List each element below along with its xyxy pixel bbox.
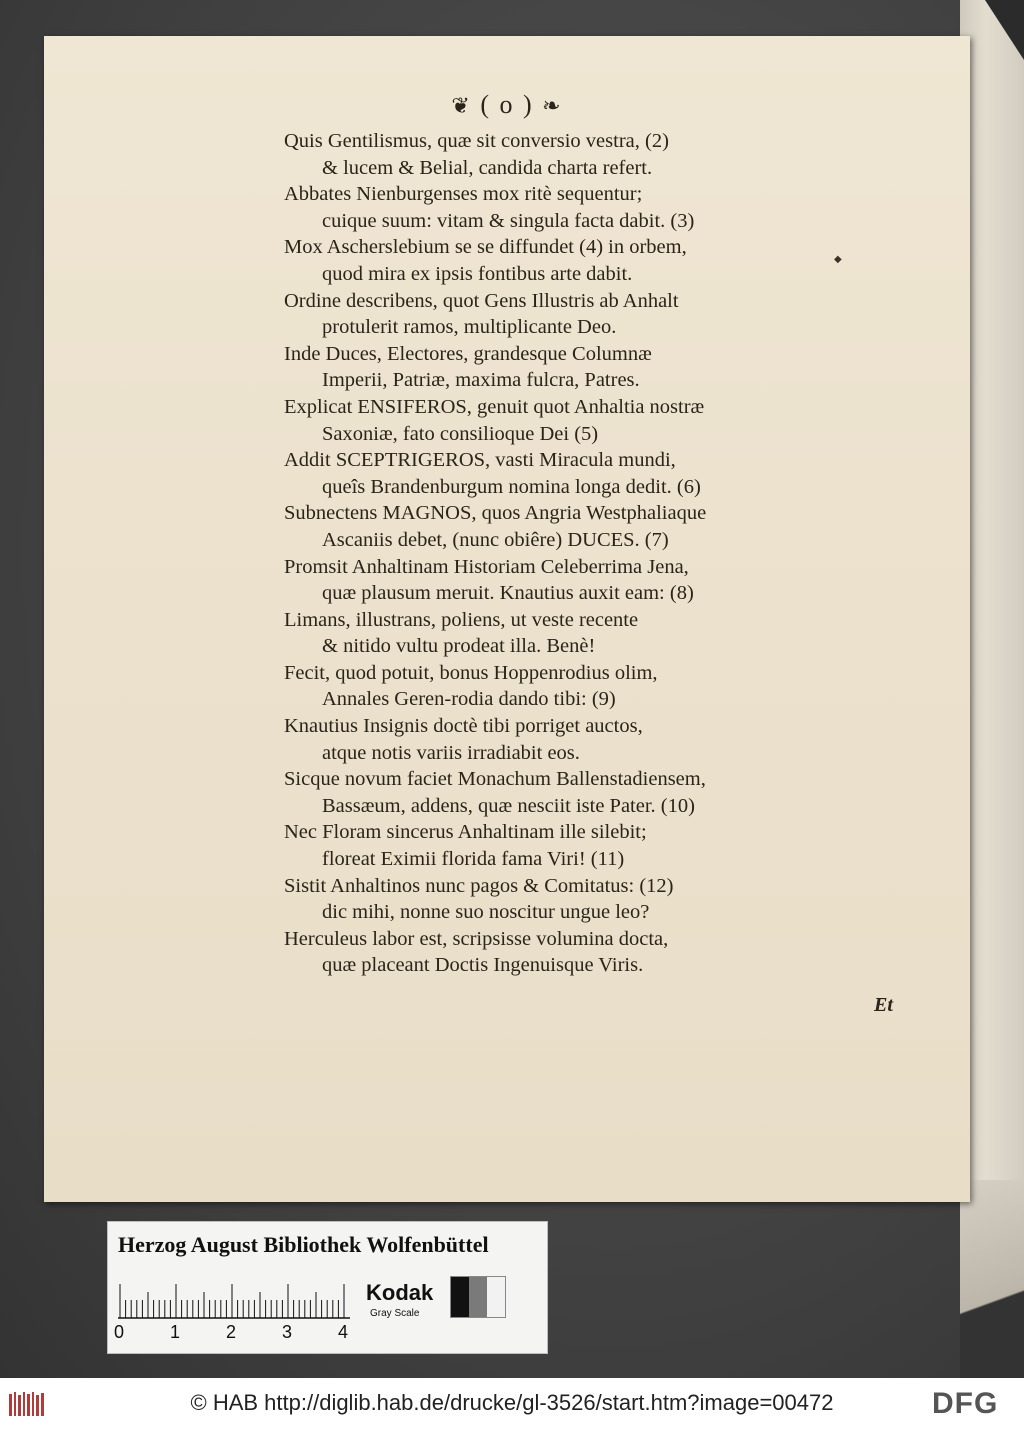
left-ornament-icon: ❦ xyxy=(451,93,472,118)
book-page xyxy=(44,36,970,1202)
page-headpiece xyxy=(44,90,970,120)
ruler-number: 1 xyxy=(170,1322,181,1342)
poem-line: & lucem & Belial, candida charta refert. xyxy=(322,156,653,179)
poem-line: Subnectens MAGNOS, quos Angria Westphaliaque xyxy=(284,502,707,525)
kodak-logo: Kodak xyxy=(366,1280,434,1305)
poem-line: Mox Ascherslebium se se diffundet (4) in orbem, xyxy=(284,236,687,259)
poem-line: Saxoniæ, fato consilioque Dei (5) xyxy=(322,422,599,445)
ruler-number: 2 xyxy=(226,1322,237,1342)
scale-card xyxy=(107,1221,548,1354)
gray-swatch xyxy=(451,1277,469,1317)
ruler xyxy=(118,1280,350,1320)
poem-line: Sistit Anhaltinos nunc pagos & Comitatus: (12) xyxy=(284,874,674,897)
ink-mark: ◆ xyxy=(834,254,842,265)
poem-line: Ordine describens, quot Gens Illustris ab Anhalt xyxy=(284,289,679,312)
ruler-number: 0 xyxy=(114,1322,125,1342)
poem-line: Sicque novum faciet Monachum Ballenstadiensem, xyxy=(284,768,706,791)
dfg-logo: DFG xyxy=(932,1387,999,1420)
footer-bar xyxy=(0,1378,1024,1430)
poem-line: floreat Eximii florida fama Viri! (11) xyxy=(322,848,625,871)
poem-line: Promsit Anhaltinam Historiam Celeberrima Jena, xyxy=(284,555,689,578)
gray-swatches xyxy=(450,1276,506,1318)
poem-text xyxy=(284,128,884,979)
poem-line: Bassæum, addens, quæ nesciit iste Pater. (10) xyxy=(322,794,695,817)
poem-line: Limans, illustrans, poliens, ut veste recente xyxy=(284,608,639,631)
poem-line: & nitido vultu prodeat illa. Benè! xyxy=(322,635,596,658)
poem-line: Explicat ENSIFEROS, genuit quot Anhaltia nostræ xyxy=(284,395,705,418)
gray-scale-label: Gray Scale xyxy=(370,1308,420,1319)
poem-line: atque notis variis irradiabit eos. xyxy=(322,741,580,764)
gray-swatch xyxy=(487,1277,505,1317)
footer-copyright-link[interactable]: © HAB http://diglib.hab.de/drucke/gl-3526/start.htm?image=00472 xyxy=(190,1390,834,1415)
poem-line: quod mira ex ipsis fontibus arte dabit. xyxy=(322,262,633,285)
poem-line: Addit SCEPTRIGEROS, vasti Miracula mundi, xyxy=(284,449,676,472)
right-ornament-icon: ❧ xyxy=(542,93,563,118)
poem-line: Imperii, Patriæ, maxima fulcra, Patres. xyxy=(322,369,640,392)
gray-swatch xyxy=(469,1277,487,1317)
poem-line: protulerit ramos, multiplicante Deo. xyxy=(322,316,617,339)
poem-line: Annales Geren-rodia dando tibi: (9) xyxy=(322,688,616,711)
poem-line: quæ placeant Doctis Ingenuisque Viris. xyxy=(322,954,644,977)
poem-line: dic mihi, nonne suo noscitur ungue leo? xyxy=(322,901,650,924)
card-title: Herzog August Bibliothek Wolfenbüttel xyxy=(118,1232,489,1257)
facing-page-bottom xyxy=(960,1180,1024,1378)
poem-line: Inde Duces, Electores, grandesque Columnæ xyxy=(284,342,652,365)
ruler-number: 3 xyxy=(282,1322,293,1342)
page-number: ( o ) xyxy=(480,90,534,119)
ruler-number: 4 xyxy=(338,1322,349,1342)
poem-line: Abbates Nienburgenses mox ritè sequentur; xyxy=(284,183,643,206)
poem-line: Herculeus labor est, scripsisse volumina docta, xyxy=(284,927,669,950)
poem-line: Nec Floram sincerus Anhaltinam ille silebit; xyxy=(284,821,647,844)
catchword: Et xyxy=(874,994,893,1016)
poem-line: queîs Brandenburgum nomina longa dedit. (6) xyxy=(322,475,701,498)
poem-line: Knautius Insignis doctè tibi porriget auctos, xyxy=(284,715,643,738)
poem-line: quæ plausum meruit. Knautius auxit eam: (8) xyxy=(322,582,694,605)
poem-line: cuique suum: vitam & singula facta dabit. (3) xyxy=(322,209,695,232)
poem-line: Ascaniis debet, (nunc obiêre) DUCES. (7) xyxy=(322,528,669,551)
poem-line: Quis Gentilismus, quæ sit conversio vestra, (2) xyxy=(284,130,669,152)
ruler-numbers xyxy=(114,1322,354,1344)
poem-line: Fecit, quod potuit, bonus Hoppenrodius olim, xyxy=(284,661,658,684)
